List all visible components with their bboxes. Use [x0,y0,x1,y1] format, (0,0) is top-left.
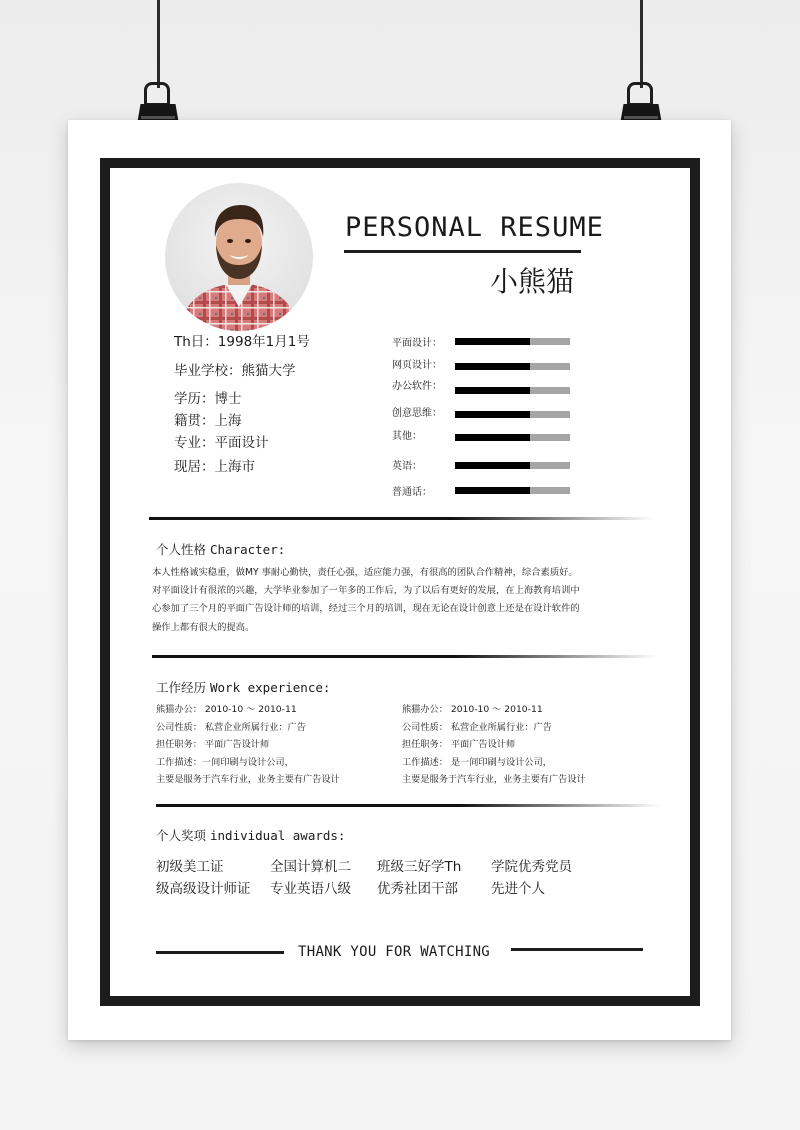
character-section-title [156,540,285,558]
work-entry-right [402,701,586,789]
award-item: 优秀社团干部 [377,881,458,897]
work-line: 主要是服务于汽车行业，业务主要有广告设计 [402,774,586,785]
work-line: 担任职务： 平面广告设计师 [156,739,270,750]
skill-bar-fill [455,363,530,370]
info-degree: 学历：博士 [174,391,242,407]
work-line: 主要是服务于汽车行业，业务主要有广告设计 [156,774,340,785]
award-item: 班级三好学Th [377,859,462,875]
footer-line-right [511,948,643,951]
awards-title-en: individual awards: [210,828,346,843]
work-line: 熊猫办公： 2010-10 ～ 2010-11 [156,704,297,715]
skill-bar [455,434,570,441]
work-entry-left [156,701,340,789]
work-line: 工作描述：一间印刷与设计公司， [156,756,294,768]
section-divider [156,804,661,807]
work-line: 公司性质： 私营企业所属行业：广告 [402,721,552,733]
character-paragraph [152,564,632,637]
character-line: 心参加了三个月的平面广告设计师的培训，经过三个月的培训，现在无论在设计创意上还是在设计软件的 [152,603,580,615]
title-underline [344,250,581,253]
skill-label: 平面设计： [392,338,442,349]
character-line: 操作上都有很大的提高。 [152,621,255,633]
skill-bar-fill [455,338,530,345]
skill-bar-fill [455,434,530,441]
work-line: 工作描述： 是一间印刷与设计公司， [402,756,552,768]
skill-bar [455,462,570,469]
footer-line-left [156,951,284,954]
skill-label: 网页设计： [392,360,442,371]
work-line: 担任职务： 平面广告设计师 [402,739,516,750]
resume-paper [68,120,731,1040]
info-hometown: 籍贯：上海 [174,413,242,429]
skill-bar [455,363,570,370]
award-item: 初级美工证 [156,859,224,875]
award-item: 先进个人 [491,881,545,897]
hanging-string-left [157,0,160,88]
award-item: 学院优秀党员 [491,859,572,875]
section-divider [152,655,657,658]
skill-label: 其他： [392,431,422,442]
candidate-name: 小熊猫 [490,265,575,298]
work-title-cn: 工作经历 [156,680,207,695]
awards-title-cn: 个人奖项 [156,828,207,843]
skill-bar-fill [455,487,530,494]
skill-bar [455,487,570,494]
person-avatar-icon [165,183,313,331]
character-line: 本人性格诚实稳重，做MY 事耐心勤快，责任心强，适应能力强，有很高的团队合作精神，综合素质好。 [152,567,578,578]
work-section-title [156,678,330,696]
skill-label: 办公软件： [392,381,442,392]
awards-section-title [156,826,345,844]
skill-label: 普通话： [392,487,432,498]
award-item: 级高级设计师证 [156,881,251,897]
skill-bar [455,411,570,418]
skill-label: 创意思维： [392,408,442,419]
skill-label: 英语： [392,461,422,472]
info-school: 毕业学校：熊猫大学 [174,363,296,379]
award-item: 全国计算机二 [270,859,351,875]
resume-frame [100,158,700,1006]
skill-bar [455,338,570,345]
section-divider [149,517,654,520]
info-birthday: Th日：1998年1月1号 [174,334,310,350]
work-title-en: Work experience: [210,680,331,695]
character-title-cn: 个人性格 [156,542,207,557]
character-title-en: Character: [210,542,286,557]
work-line: 熊猫办公： 2010-10 ～ 2010-11 [402,704,543,715]
character-line: 对平面设计有很浓的兴趣，大学毕业参加了一年多的工作后，为了以后有更好的发展，在上海教育培训中 [152,585,580,597]
skill-bar-fill [455,387,530,394]
hanging-string-right [640,0,643,88]
skill-bar [455,387,570,394]
work-line: 公司性质： 私营企业所属行业：广告 [156,721,306,733]
thank-you-text: THANK YOU FOR WATCHING [298,944,491,960]
profile-photo [165,183,313,331]
info-major: 专业：平面设计 [174,435,269,451]
skill-bar-fill [455,462,530,469]
info-residence: 现居：上海市 [174,459,255,475]
resume-title: PERSONAL RESUME [345,212,604,243]
skill-bar-fill [455,411,530,418]
award-item: 专业英语八级 [270,881,351,897]
